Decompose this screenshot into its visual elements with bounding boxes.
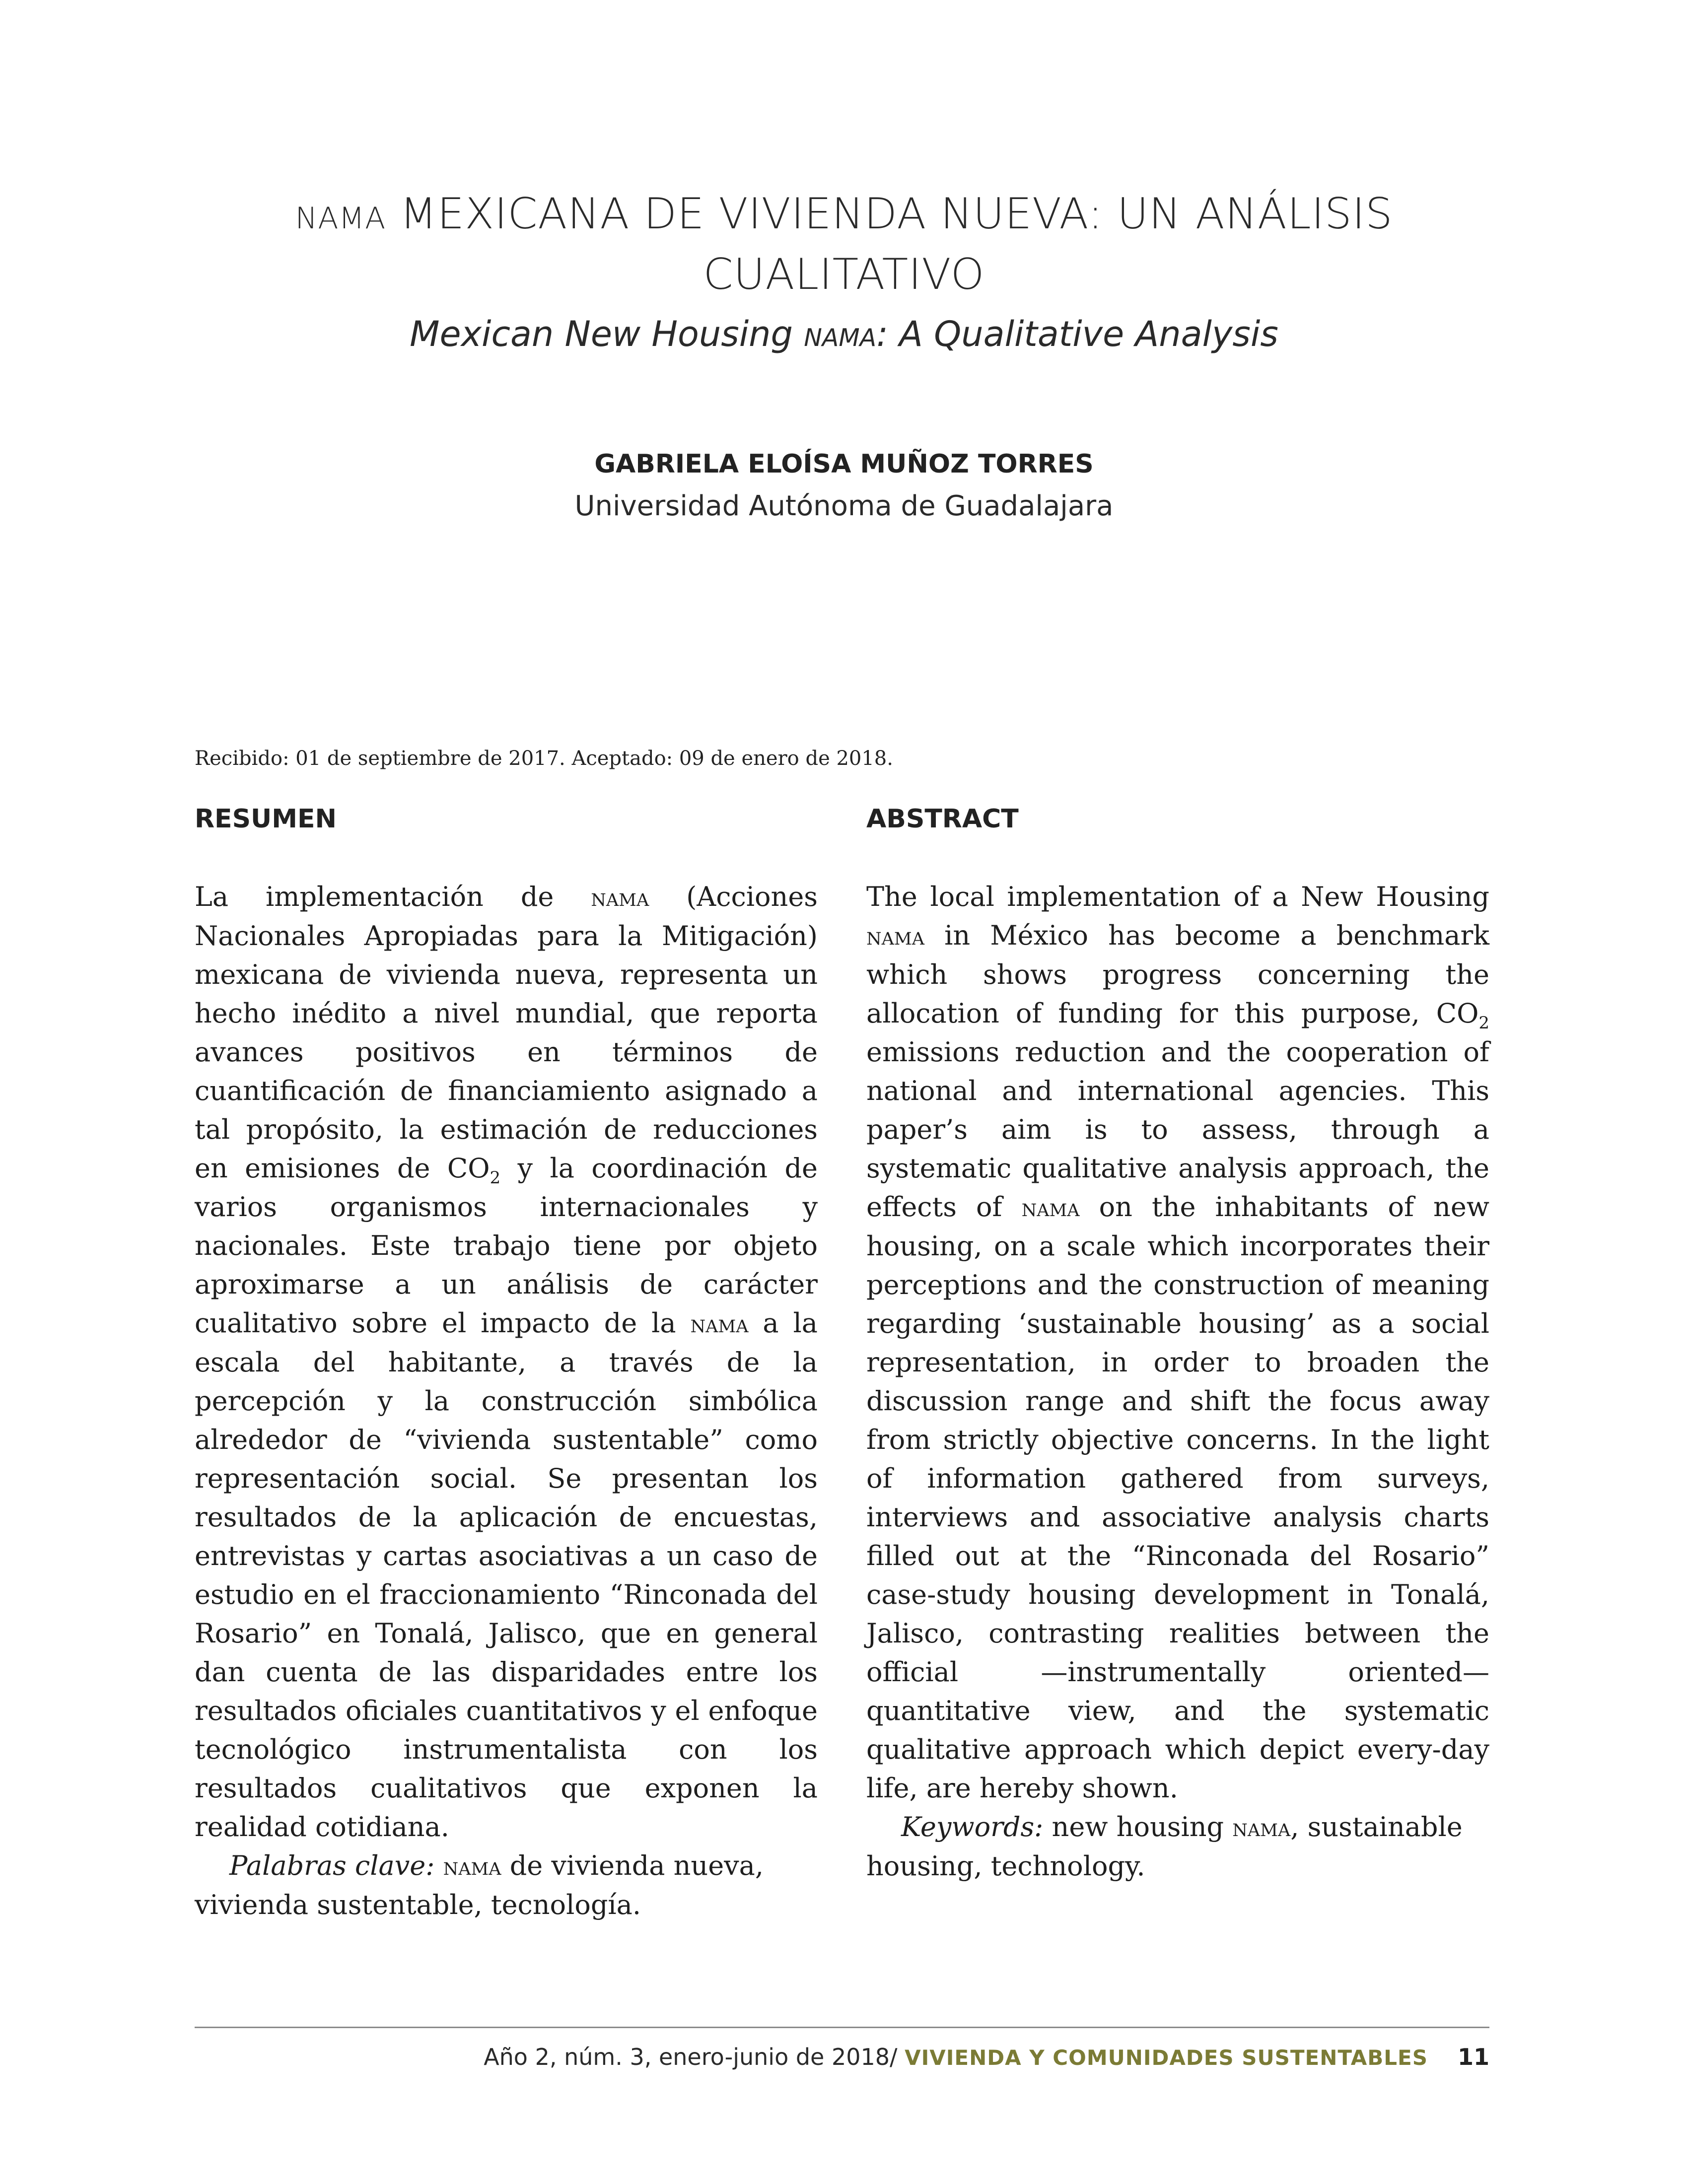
footer-divider: [195, 2027, 1489, 2028]
page-footer: [484, 2041, 1489, 2074]
article-subtitle: [0, 312, 1688, 356]
author-name: GABRIELA ELOÍSA MUÑOZ TORRES: [594, 449, 1094, 479]
abstract-paragraph: [866, 878, 1489, 1808]
resumen-text-2: (Acciones Nacionales Apropiadas para la Mitigación) mexicana de vivienda nueva, representa un hecho inédito a nivel mundial, que reporta avances positivos en términos de cuantificación de financiamiento asignado a tal propósito, la estimación de reducciones en emisiones de CO: [195, 881, 818, 1184]
abstract-text-2: in México has become a benchmark which shows progress concerning the allocation of funding for this purpose, CO: [866, 920, 1489, 1029]
keywords-label-en: Keywords:: [901, 1811, 1044, 1843]
abstract-keywords: [866, 1808, 1489, 1886]
title-acronym: nama: [295, 189, 386, 239]
subtitle-part-2: : A Qualitative Analysis: [876, 314, 1278, 354]
abstract-heading: ABSTRACT: [866, 804, 1019, 834]
resumen-text-1: La implementación de: [195, 881, 591, 912]
keywords-text-en-2: , sustainable housing, technology.: [866, 1811, 1463, 1882]
resumen-text-4: a la escala del habitante, a través de la percepción y la construcción simbólica alrededor de “vivienda sustentable” como representación social. Se presentan los resultados de la aplicación de encuestas, entrevistas y cartas asociativas a un caso de estudio en el fraccionamiento “Rinconada del Rosario” en Tonalá, Jalisco, que en general dan cuenta de las disparidades entre los resultados oficiales cuantitativos y el enfoque tecnológico instrumentalista con los resultados cualitativos que exponen la realidad cotidiana.: [195, 1307, 818, 1843]
abstract-text-1: The local implementation of a New Housing: [866, 881, 1489, 912]
keywords-acronym-en: nama: [1232, 1813, 1291, 1842]
title-main-text: MEXICANA DE VIVIENDA NUEVA: UN ANÁLISIS: [386, 189, 1393, 239]
resumen-subscript: 2: [490, 1167, 501, 1188]
footer-journal-name: VIVIENDA Y COMUNIDADES SUSTENTABLES: [905, 2046, 1428, 2070]
keywords-text-en-1: new housing: [1043, 1811, 1233, 1843]
page-number: 11: [1457, 2044, 1489, 2070]
subtitle-acronym: nama: [804, 314, 877, 354]
resumen-paragraph: [195, 878, 818, 1846]
keywords-text-es: de vivienda nueva, vivienda sustentable, tecnología.: [195, 1850, 764, 1920]
subtitle-part-1: Mexican New Housing: [410, 314, 804, 354]
received-accepted-dates: Recibido: 01 de septiembre de 2017. Aceptado: 09 de enero de 2018.: [195, 747, 893, 770]
abstract-acronym-1: nama: [866, 922, 925, 951]
keywords-acronym-es: nama: [443, 1852, 501, 1881]
abstract-text-3: emissions reduction and the cooperation of national and international agencies. This paper’s aim is to assess, through a systematic qualitative analysis approach, the effects of: [866, 1036, 1489, 1223]
footer-issue-info: Año 2, núm. 3, enero-junio de 2018/: [484, 2044, 905, 2070]
article-title: [0, 184, 1688, 305]
author-affiliation: Universidad Autónoma de Guadalajara: [574, 490, 1114, 522]
abstract-column: [866, 878, 1489, 1886]
resumen-heading: RESUMEN: [195, 804, 337, 834]
abstract-acronym-2: nama: [1021, 1193, 1080, 1222]
resumen-acronym-1: nama: [591, 883, 649, 912]
resumen-keywords: [195, 1846, 818, 1924]
resumen-text-3: y la coordinación de varios organismos internacionales y nacionales. Este trabajo tiene por objeto aproximarse a un análisis de carácter cualitativo sobre el impacto de la: [195, 1153, 818, 1339]
resumen-acronym-2: nama: [690, 1309, 749, 1338]
abstract-subscript: 2: [1478, 1013, 1489, 1033]
keywords-label-es: Palabras clave:: [229, 1850, 435, 1881]
abstract-text-4: on the inhabitants of new housing, on a scale which incorporates their perceptions and the construction of meaning regarding ‘sustainable housing’ as a social representation, in order to broaden the discussion range and shift the focus away from strictly objective concerns. In the light of information gathered from surveys, interviews and associative analysis charts filled out at the “Rinconada del Rosario” case-study housing development in Tonalá, Jalisco, contrasting realities between the official —instrumentally oriented— quantitative view, and the systematic qualitative approach which depict every-day life, are hereby shown.: [866, 1191, 1490, 1804]
resumen-column: [195, 878, 818, 1924]
title-line-2: CUALITATIVO: [703, 250, 985, 299]
